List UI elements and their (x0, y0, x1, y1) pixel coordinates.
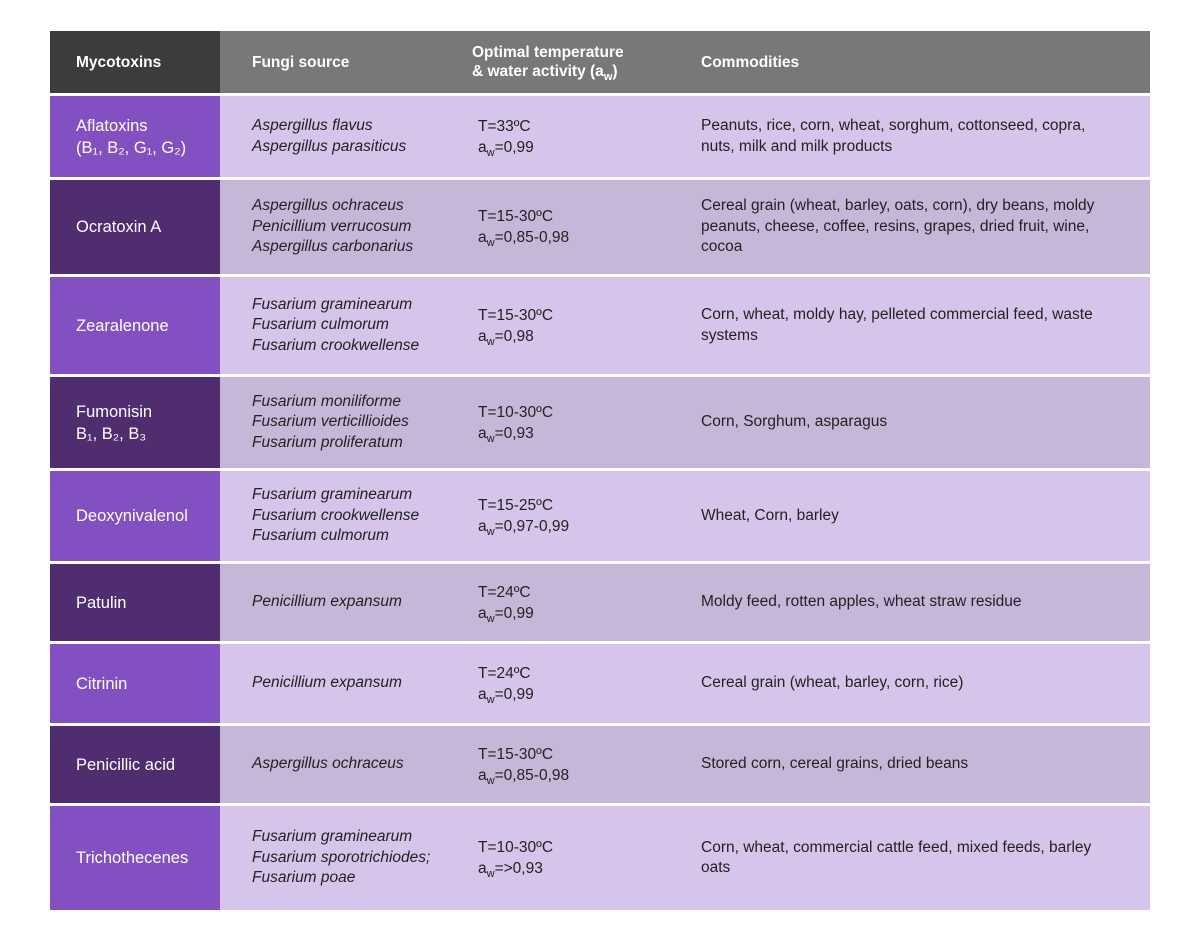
fungi-source (220, 644, 470, 723)
header-optimal-conditions (470, 31, 699, 93)
mycotoxin-line: Patulin (76, 593, 127, 612)
fungi-source (220, 277, 470, 374)
table-row (50, 180, 1150, 274)
aw-subscript: w (486, 432, 495, 445)
commodities: Moldy feed, rotten apples, wheat straw residue (701, 593, 1022, 611)
aw-symbol: a (478, 229, 487, 246)
optimal-conditions (470, 564, 699, 641)
fungi-source (220, 564, 470, 641)
water-activity (478, 603, 699, 624)
fungi-species: Penicillium expansum (252, 674, 402, 692)
table-header (50, 31, 1150, 93)
row-details (220, 180, 1150, 274)
optimal-conditions (470, 377, 699, 468)
optimal-conditions (470, 180, 699, 274)
table-row (50, 377, 1150, 468)
row-details (220, 726, 1150, 803)
mycotoxin-name (50, 471, 220, 561)
aw-subscript: w (486, 868, 495, 880)
commodities: Cereal grain (wheat, barley, corn, rice) (701, 674, 964, 692)
table-row (50, 277, 1150, 374)
mycotoxin-line: Aflatoxins (76, 116, 148, 135)
mycotoxin-line: Penicillic acid (76, 755, 176, 774)
optimal-conditions (470, 471, 699, 561)
fungi-species: Fusarium graminearum (252, 295, 413, 313)
mycotoxin-line: Citrinin (76, 674, 128, 693)
commodities: Cereal grain (wheat, barley, oats, corn), dry beans, moldy peanuts, cheese, coffee, resins, grapes, dried fruit, wine, cocoa (701, 197, 1095, 256)
mycotoxin-line: Zearalenone (76, 316, 169, 335)
aw-symbol: a (478, 766, 487, 784)
commodities: Wheat, Corn, barley (701, 506, 839, 524)
commodities: Peanuts, rice, corn, wheat, sorghum, cottonseed, copra, nuts, milk and milk products (701, 117, 1086, 155)
row-details (220, 471, 1150, 561)
table-row (50, 564, 1150, 641)
table-body (50, 96, 1150, 910)
aw-symbol: a (478, 604, 487, 622)
fungi-source (220, 377, 470, 468)
header-rest (220, 31, 1150, 93)
water-activity (478, 684, 699, 705)
header-fungi-source: Fungi source (252, 53, 350, 71)
mycotoxin-name (50, 726, 220, 803)
aw-subscript: w (486, 526, 495, 538)
temperature: T=15-25ºC (478, 497, 554, 514)
fungi-source (220, 806, 470, 910)
aw-symbol: a (478, 424, 487, 442)
aw-value: =>0,93 (494, 860, 543, 877)
temperature: T=10-30ºC (478, 403, 554, 421)
row-details (220, 96, 1150, 177)
aw-value: =0,97-0,99 (494, 518, 570, 535)
mycotoxin-line: Ocratoxin A (76, 218, 162, 236)
fungi-species: Aspergillus ochraceus (252, 197, 404, 215)
aw-value: =0,93 (494, 424, 534, 442)
temperature: T=24ºC (478, 583, 531, 601)
mycotoxin-name (50, 277, 220, 374)
mycotoxin-line: B₁, B₂, B₃ (76, 424, 147, 443)
row-details (220, 277, 1150, 374)
aw-subscript: w (486, 146, 495, 159)
aw-subscript: w (486, 774, 495, 787)
header-commodities: Commodities (701, 53, 800, 71)
aw-value: =0,98 (494, 327, 534, 345)
water-activity (478, 765, 699, 786)
water-activity (478, 423, 699, 444)
table-row (50, 806, 1150, 910)
water-activity (478, 858, 699, 879)
header-optimal-line2 (472, 62, 699, 81)
mycotoxin-line: Deoxynivalenol (76, 507, 188, 525)
fungi-species: Aspergillus ochraceus (252, 755, 404, 773)
mycotoxin-line: Trichothecenes (76, 849, 189, 867)
fungi-species: Penicillium verrucosum (252, 217, 412, 235)
fungi-species: Aspergillus carbonarius (252, 238, 414, 256)
fungi-species: Fusarium graminearum (252, 486, 413, 504)
temperature: T=10-30ºC (478, 839, 554, 856)
aw-value: =0,99 (494, 685, 534, 703)
commodities: Corn, Sorghum, asparagus (701, 413, 888, 431)
optimal-conditions (470, 806, 699, 910)
water-activity (478, 227, 699, 248)
water-activity (478, 516, 699, 537)
water-activity (478, 137, 699, 158)
table-row (50, 726, 1150, 803)
fungi-species: Fusarium proliferatum (252, 433, 403, 451)
fungi-species: Aspergillus flavus (252, 117, 373, 134)
fungi-species: Aspergillus parasiticus (252, 137, 407, 155)
fungi-species: Fusarium verticillioides (252, 413, 409, 431)
aw-symbol: a (478, 327, 487, 345)
optimal-conditions (470, 644, 699, 723)
fungi-species: Fusarium poae (252, 869, 356, 887)
commodities: Corn, wheat, commercial cattle feed, mixed feeds, barley oats (701, 838, 1092, 876)
mycotoxin-table (50, 31, 1150, 913)
aw-symbol: a (478, 518, 487, 535)
mycotoxin-name (50, 377, 220, 468)
table-row (50, 471, 1150, 561)
fungi-species: Fusarium moniliforme (252, 392, 402, 410)
fungi-source (220, 96, 470, 177)
table-row (50, 644, 1150, 723)
mycotoxin-name (50, 806, 220, 910)
fungi-species: Penicillium expansum (252, 593, 402, 611)
temperature: T=15-30ºC (478, 745, 554, 763)
commodities: Corn, wheat, moldy hay, pelleted commercial feed, waste systems (701, 306, 1093, 344)
aw-subscript: w (486, 335, 495, 348)
table-row (50, 96, 1150, 177)
header-optimal-sub: w (603, 71, 613, 83)
aw-symbol: a (478, 685, 487, 703)
row-details (220, 564, 1150, 641)
aw-value: =0,99 (494, 604, 534, 622)
row-details (220, 806, 1150, 910)
optimal-conditions (470, 277, 699, 374)
optimal-conditions (470, 96, 699, 177)
fungi-species: Fusarium culmorum (252, 527, 389, 545)
water-activity (478, 326, 699, 347)
aw-value: =0,85-0,98 (494, 229, 570, 246)
aw-symbol: a (478, 860, 487, 877)
mycotoxin-name (50, 180, 220, 274)
fungi-species: Fusarium sporotrichiodes; (252, 848, 431, 866)
aw-symbol: a (478, 138, 487, 156)
aw-subscript: w (486, 693, 495, 706)
aw-subscript: w (486, 237, 495, 249)
commodities: Stored corn, cereal grains, dried beans (701, 755, 969, 773)
temperature: T=24ºC (478, 664, 531, 682)
temperature: T=15-30ºC (478, 208, 554, 225)
fungi-species: Fusarium graminearum (252, 828, 413, 846)
mycotoxin-name (50, 644, 220, 723)
header-mycotoxins: Mycotoxins (50, 31, 220, 93)
header-optimal-line1: Optimal temperature (472, 44, 624, 61)
fungi-source (220, 726, 470, 803)
aw-subscript: w (486, 612, 495, 625)
fungi-species: Fusarium crookwellense (252, 336, 420, 354)
optimal-conditions (470, 726, 699, 803)
fungi-species: Fusarium culmorum (252, 316, 389, 334)
aw-value: =0,99 (494, 138, 534, 156)
row-details (220, 644, 1150, 723)
fungi-source (220, 180, 470, 274)
temperature: T=33ºC (478, 117, 531, 135)
fungi-species: Fusarium crookwellense (252, 506, 420, 524)
mycotoxin-name (50, 96, 220, 177)
aw-value: =0,85-0,98 (494, 766, 570, 784)
mycotoxin-line: (B₁, B₂, G₁, G₂) (76, 138, 187, 157)
mycotoxin-name (50, 564, 220, 641)
header-optimal-suffix: ) (612, 63, 618, 80)
mycotoxin-line: Fumonisin (76, 402, 153, 421)
header-optimal-prefix: & water activity (a (472, 63, 604, 80)
row-details (220, 377, 1150, 468)
temperature: T=15-30ºC (478, 306, 554, 324)
fungi-source (220, 471, 470, 561)
